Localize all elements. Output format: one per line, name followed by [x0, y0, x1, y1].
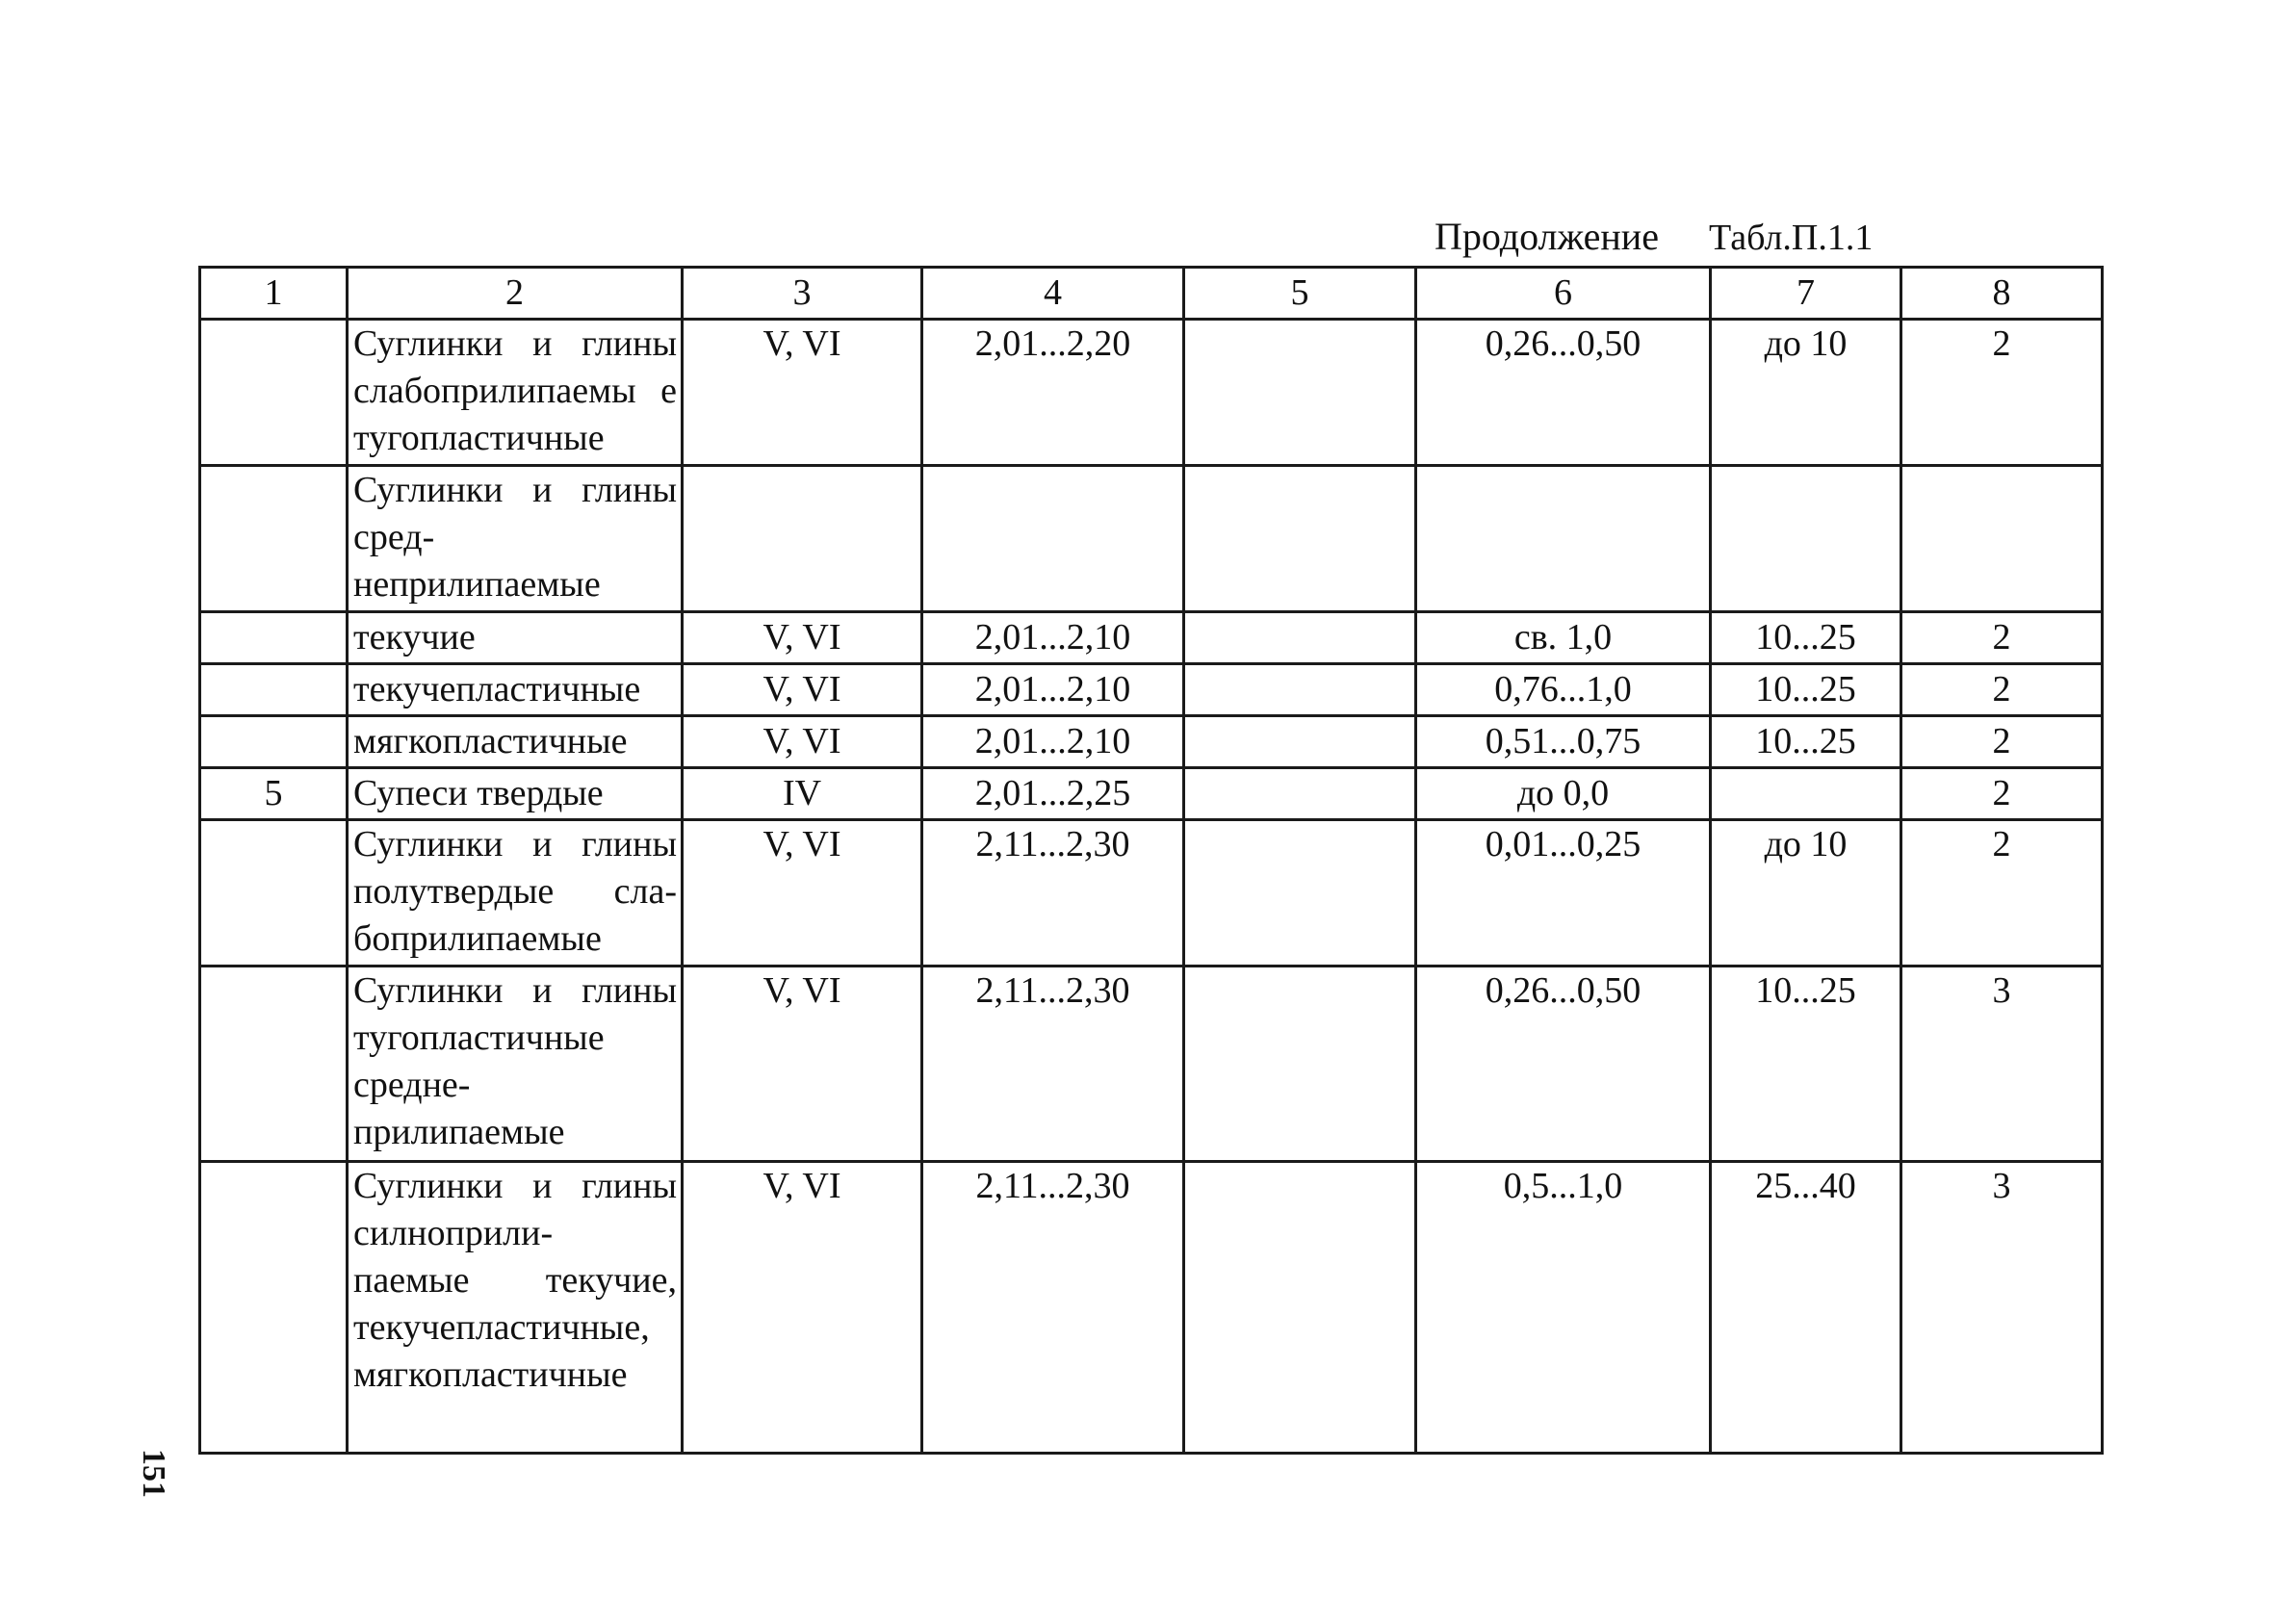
table-cell: 10...25 [1711, 664, 1901, 716]
table-cell: 2,11...2,30 [922, 967, 1184, 1162]
soil-description-cell: текучие [348, 612, 683, 664]
table-cell: 2,11...2,30 [922, 1162, 1184, 1454]
column-header: 6 [1416, 268, 1711, 320]
table-row [200, 320, 2103, 466]
table-cell: 2,01...2,10 [922, 664, 1184, 716]
column-header: 2 [348, 268, 683, 320]
table-cell [922, 466, 1184, 612]
table-cell [200, 466, 348, 612]
table-cell: V, VI [683, 320, 922, 466]
table-cell: до 10 [1711, 820, 1901, 967]
table-cell: 0,26...0,50 [1416, 320, 1711, 466]
soil-description-cell: Суглинки и глины сред- неприлипаемые [348, 466, 683, 612]
column-header: 4 [922, 268, 1184, 320]
table-cell: 2,01...2,10 [922, 716, 1184, 768]
table-cell: 2 [1901, 320, 2103, 466]
column-header: 7 [1711, 268, 1901, 320]
table-cell: до 10 [1711, 320, 1901, 466]
table-cell: 25...40 [1711, 1162, 1901, 1454]
table-cell: 2 [1901, 716, 2103, 768]
soil-description-cell: мягкопластичные [348, 716, 683, 768]
continuation-label: Продолжение [1435, 215, 1659, 258]
table-cell: 2,01...2,10 [922, 612, 1184, 664]
column-header: 5 [1184, 268, 1416, 320]
soil-description-cell: Суглинки и глины полутвердые сла- боприлипаемые [348, 820, 683, 967]
table-cell [1184, 320, 1416, 466]
table-cell [1184, 716, 1416, 768]
table-cell [1184, 967, 1416, 1162]
table-cell [1184, 820, 1416, 967]
group-number-cell: 5 [200, 768, 348, 820]
table-cell [1184, 612, 1416, 664]
table-cell: 0,01...0,25 [1416, 820, 1711, 967]
page-number: 151 [136, 1449, 171, 1498]
column-header: 1 [200, 268, 348, 320]
soil-description-cell: Суглинки и глины силноприли- паемые текучие, текучепластичные, мягкопластичные [348, 1162, 683, 1454]
table-cell [200, 1162, 348, 1454]
table-cell [683, 466, 922, 612]
data-table [198, 266, 2104, 1455]
table-cell [200, 664, 348, 716]
table-row [200, 967, 2103, 1162]
table-row [200, 1162, 2103, 1454]
table-cell: 2 [1901, 664, 2103, 716]
table-cell: V, VI [683, 1162, 922, 1454]
table-cell: 2,01...2,25 [922, 768, 1184, 820]
table-row [200, 612, 2103, 664]
table-cell [1416, 466, 1711, 612]
table-cell: 0,5...1,0 [1416, 1162, 1711, 1454]
table-cell: IV [683, 768, 922, 820]
table-caption [1435, 214, 1873, 261]
column-header: 3 [683, 268, 922, 320]
table-cell: 2,11...2,30 [922, 820, 1184, 967]
table-cell: св. 1,0 [1416, 612, 1711, 664]
table-cell [1711, 466, 1901, 612]
table-cell: V, VI [683, 820, 922, 967]
table-cell: V, VI [683, 967, 922, 1162]
table-cell: до 0,0 [1416, 768, 1711, 820]
soil-description-cell: Супеси твердые [348, 768, 683, 820]
table-cell [200, 716, 348, 768]
table-row [200, 716, 2103, 768]
table-row [200, 466, 2103, 612]
table-cell: 3 [1901, 967, 2103, 1162]
table-cell: 2 [1901, 612, 2103, 664]
table-cell: 2,01...2,20 [922, 320, 1184, 466]
table-cell: 0,26...0,50 [1416, 967, 1711, 1162]
table-cell [1184, 1162, 1416, 1454]
table-cell [200, 320, 348, 466]
table-cell: 2 [1901, 820, 2103, 967]
table-reference: Табл.П.1.1 [1708, 218, 1874, 258]
table-cell: 10...25 [1711, 967, 1901, 1162]
table-cell: 10...25 [1711, 716, 1901, 768]
soil-description-cell: Суглинки и глины слабоприлипаемы е тугопластичные [348, 320, 683, 466]
table-cell: 3 [1901, 1162, 2103, 1454]
soil-description-cell: текучепластичные [348, 664, 683, 716]
table-cell [1184, 664, 1416, 716]
table-cell: V, VI [683, 612, 922, 664]
table-cell [1184, 768, 1416, 820]
table-cell [1711, 768, 1901, 820]
table-cell: V, VI [683, 716, 922, 768]
table-cell [1901, 466, 2103, 612]
table-cell: V, VI [683, 664, 922, 716]
table-cell: 0,76...1,0 [1416, 664, 1711, 716]
table-row [200, 664, 2103, 716]
header-row [200, 268, 2103, 320]
table-cell [200, 967, 348, 1162]
table-cell: 2 [1901, 768, 2103, 820]
table-row [200, 820, 2103, 967]
table-cell: 0,51...0,75 [1416, 716, 1711, 768]
table-cell [1184, 466, 1416, 612]
table-row [200, 768, 2103, 820]
table-cell: 10...25 [1711, 612, 1901, 664]
table-cell [200, 612, 348, 664]
column-header: 8 [1901, 268, 2103, 320]
soil-description-cell: Суглинки и глины тугопластичные средне- прилипаемые [348, 967, 683, 1162]
table-cell [200, 820, 348, 967]
